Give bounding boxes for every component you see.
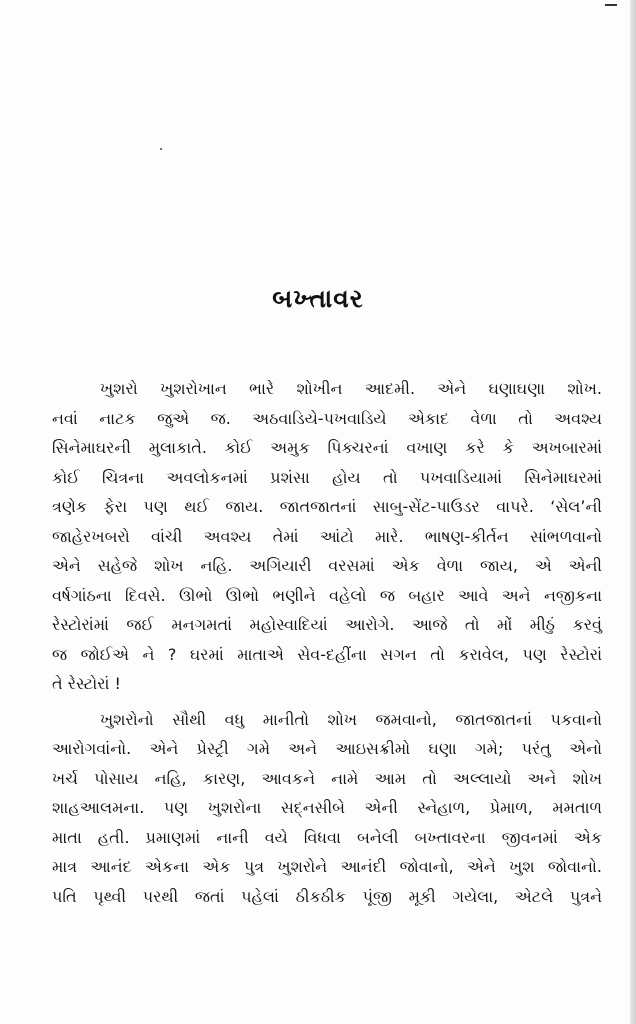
text-line: ખુશરોનો સૌથી વધુ માનીતો શોખ જમવાનો, જાતજાતનાં પકવાનો bbox=[100, 709, 602, 729]
scan-edge-shadow bbox=[630, 0, 636, 1024]
text-line: શાહઆલમના. પણ ખુશરોના સદ્નસીબે એની સ્નેહાળ, પ્રેમાળ, મમતાળ bbox=[52, 798, 602, 817]
text-line: પતિ પૃથ્વી પરથી જતાં પહેલાં ઠીકઠીક પૂંજી મૂકી ગયેલા, એટલે પુત્રને bbox=[52, 886, 602, 906]
chapter-title: બખ્તાવર bbox=[272, 284, 364, 313]
text-line: નવાં નાટક જુએ જ. અઠવાડિયે-પખવાડિયે એકાદ વેળા તો અવશ્ય bbox=[52, 408, 602, 428]
text-line: માતા હતી. પ્રમાણમાં નાની વયે વિધવા બનેલી બખ્તાવરના જીવનમાં એક bbox=[52, 827, 602, 847]
text-line: સિનેમાઘરની મુલાકાતે. કોઈ અમુક પિક્ચરનાં વખાણ કરે કે અખબારમાં bbox=[52, 438, 602, 457]
text-line: એને સહેજે શોખ નહિ. અગિયારી વરસમાં એક વેળા જાય, એ એની bbox=[52, 556, 602, 575]
paragraph-2 bbox=[52, 705, 602, 912]
text-line: જ જોઈએ ને ? ઘરમાં માતાએ સેવ-દહીંના સગન તો કરાવેલ, પણ રેસ્ટોરાં bbox=[52, 644, 602, 664]
text-line: આરોગવાંનો. એને પ્રેસ્ટ્રી ગમે અને આઇસક્રીમો ઘણા ગમે; પરંતુ એનો bbox=[52, 739, 602, 758]
text-line: રેસ્ટોરાંમાં જઈ મનગમતાં મહોસ્વાદિયાં આરોગે. આજે તો મોં મીઠું કરવું bbox=[52, 615, 602, 634]
text-line: ખર્ચ પોસાય નહિ, કારણ, આવકને નામે આમ તો અલ્લાયો અને શોખ bbox=[52, 768, 602, 788]
text-line: ત્રણેક ફેરા પણ થઈ જાય. જાતજાતનાં સાબુ-સેંટ-પાઉડર વાપરે. ‘સેલ’ની bbox=[52, 497, 602, 516]
text-line: ખુશરો ખુશરોખાન ભારે શોખીન આદમી. એને ઘણાઘણા શોખ. bbox=[100, 379, 602, 398]
text-line: તે રેસ્ટોરાં ! bbox=[52, 674, 121, 693]
page-corner-mark bbox=[605, 4, 617, 6]
text-line: વર્ષગાંઠના દિવસે. ઊભો ઊભો ભણીને વહેલો જ બહાર આવે અને નજીકના bbox=[52, 585, 602, 605]
text-line: માત્ર આનંદ એકના એક પુત્ર ખુશરોને આનંદી જોવાનો, એને ખુશ જોવાનો. bbox=[52, 857, 602, 876]
text-line: જાહેરખબરો વાંચી અવશ્ય તેમાં આંટો મારે. ભાષણ-કીર્તન સાંભળવાનો bbox=[52, 526, 602, 546]
paragraph-1 bbox=[52, 374, 602, 699]
chapter-body bbox=[52, 374, 602, 911]
text-line: કોઈ ચિત્રના અવલોકનમાં પ્રશંસા હોય તો પખવાડિયામાં સિનેમાઘરમાં bbox=[52, 467, 602, 487]
scan-speck bbox=[160, 148, 162, 150]
